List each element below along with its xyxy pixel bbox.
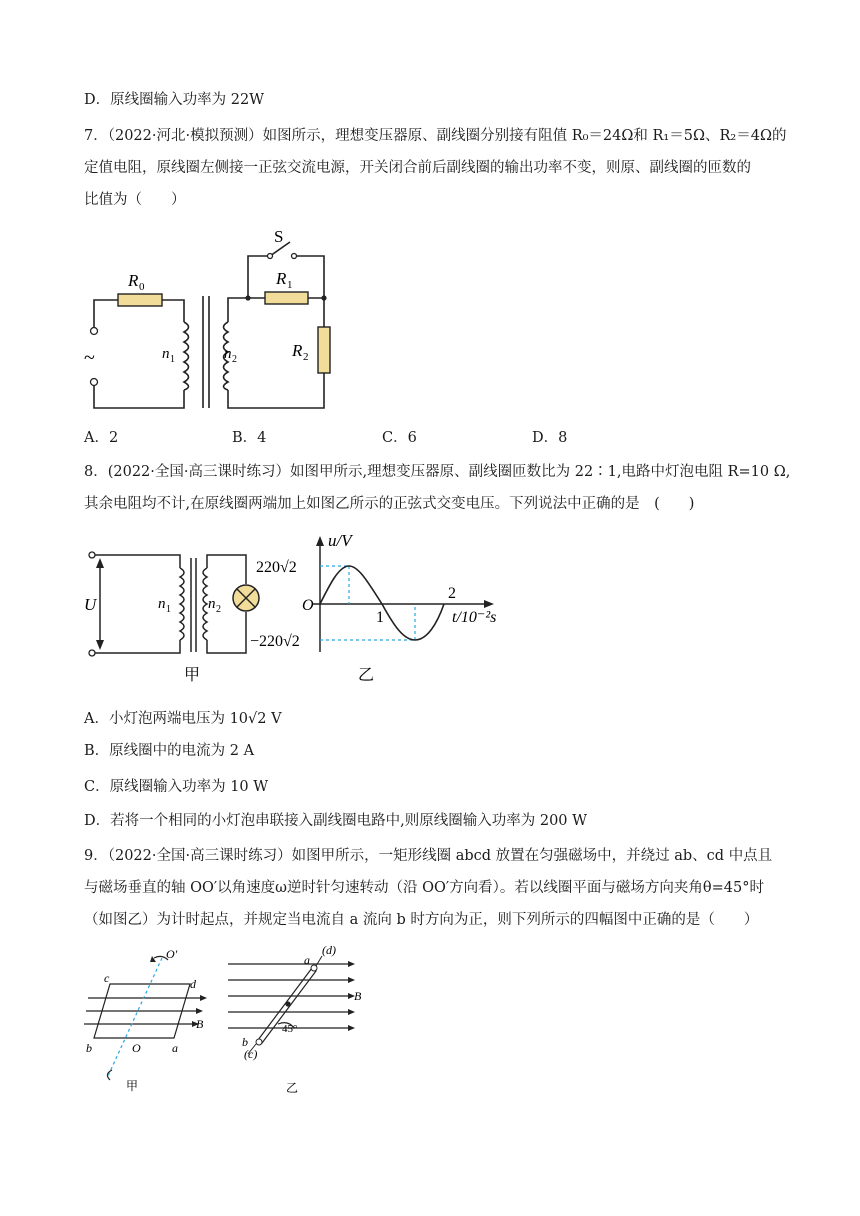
svg-text:1: 1 (166, 604, 171, 615)
q7-option-d[interactable]: D．8 (532, 430, 568, 446)
ac-source-symbol: ~ (84, 347, 95, 369)
q9-coil-figure-right (226, 940, 376, 1096)
q9-stem-line-1: 9．（2022·全国·高三课时练习）如图甲所示，一矩形线圈 abcd 放置在匀强磁场中，并绕过 ab、cd 中点且 (84, 848, 773, 864)
r1-resistor (265, 292, 308, 304)
svg-text:−220√2: −220√2 (250, 633, 300, 650)
svg-text:乙: 乙 (286, 1081, 299, 1095)
svg-text:U: U (84, 595, 97, 614)
q7-option-a[interactable]: A．2 (84, 430, 119, 446)
svg-text:1: 1 (376, 609, 384, 626)
switch-label: S (274, 227, 284, 246)
svg-text:1: 1 (170, 354, 175, 365)
terminal-top (91, 328, 98, 335)
q9-stem-line-3: （如图乙）为计时起点，并规定当电流自 a 流向 b 时方向为正，则下列所示的四幅图中正确的是（ ） (84, 912, 759, 928)
svg-text:R: R (128, 271, 139, 290)
svg-text:u/V: u/V (328, 532, 352, 550)
q6-option-d: D．原线圈输入功率为 22W (84, 92, 265, 108)
svg-text:0: 0 (139, 281, 145, 293)
sine-curve (320, 566, 444, 640)
q8-option-b[interactable]: B．原线圈中的电流为 2 A (84, 743, 255, 759)
svg-text:O: O (302, 597, 314, 614)
svg-text:B: B (196, 1017, 204, 1031)
q8-stem-line-1: 8．(2022·全国·高三课时练习）如图甲所示,理想变压器原、副线圈匝数比为 22∶1,电路中灯泡电阻 R=10 Ω, (84, 464, 791, 480)
svg-text:d: d (190, 977, 196, 991)
svg-text:b: b (86, 1041, 92, 1055)
q8-transformer-figure (80, 534, 270, 684)
q7-stem-line-3: 比值为（ ） (84, 192, 186, 208)
svg-text:乙: 乙 (358, 667, 375, 684)
svg-text:n: n (162, 346, 170, 362)
svg-text:甲: 甲 (184, 667, 201, 684)
svg-text:a: a (172, 1041, 178, 1055)
q9-coil-figure-left (80, 948, 220, 1096)
svg-text:a: a (304, 953, 310, 967)
svg-text:n: n (158, 596, 166, 612)
svg-text:b: b (242, 1035, 248, 1049)
svg-text:1: 1 (287, 279, 293, 291)
q8-option-d[interactable]: D．若将一个相同的小灯泡串联接入副线圈电路中,则原线圈输入功率为 200 W (84, 813, 588, 829)
svg-text:R: R (292, 341, 303, 360)
svg-text:O′: O′ (166, 948, 178, 961)
svg-text:(c): (c) (244, 1047, 258, 1061)
q8-voltage-chart (248, 532, 508, 688)
svg-text:t/10⁻²s: t/10⁻²s (452, 609, 497, 626)
svg-text:2: 2 (216, 604, 221, 615)
svg-text:c: c (104, 971, 110, 985)
r2-resistor (318, 327, 330, 373)
q8-stem-line-2: 其余电阻均不计,在原线圈两端加上如图乙所示的正弦式交变电压。下列说法中正确的是 ( ) (84, 496, 695, 512)
q7-option-c[interactable]: C．6 (382, 430, 417, 446)
svg-text:(d): (d) (322, 943, 336, 957)
r0-resistor (118, 294, 162, 306)
q7-stem-line-2: 定值电阻，原线圈左侧接一正弦交流电源，开关闭合前后副线圈的输出功率不变，则原、副线圈的匝数的 (84, 160, 751, 176)
terminal-bottom (91, 379, 98, 386)
svg-text:甲: 甲 (126, 1079, 139, 1093)
svg-text:n: n (208, 596, 216, 612)
svg-text:2: 2 (232, 354, 237, 365)
svg-text:45°: 45° (282, 1023, 298, 1035)
q8-option-c[interactable]: C．原线圈输入功率为 10 W (84, 779, 269, 795)
svg-text:n: n (224, 346, 232, 362)
q7-option-b[interactable]: B．4 (232, 430, 267, 446)
q8-option-a[interactable]: A．小灯泡两端电压为 10√2 V (84, 711, 282, 727)
svg-text:O: O (132, 1041, 141, 1055)
svg-text:R: R (276, 269, 287, 288)
q7-stem-line-1: 7．（2022·河北·模拟预测）如图所示，理想变压器原、副线圈分别接有阻值 R₀＝24Ω和 R₁＝5Ω、R₂＝4Ω的 (84, 128, 787, 144)
svg-text:2: 2 (448, 585, 456, 602)
q7-circuit-figure (80, 222, 340, 417)
svg-text:B: B (354, 989, 362, 1003)
q9-stem-line-2: 与磁场垂直的轴 OO′以角速度ω逆时针匀速转动（沿 OO′方向看）。若以线圈平面与磁场方向夹角θ=45°时 (84, 880, 765, 896)
svg-text:220√2: 220√2 (256, 559, 297, 576)
svg-text:2: 2 (303, 351, 309, 363)
